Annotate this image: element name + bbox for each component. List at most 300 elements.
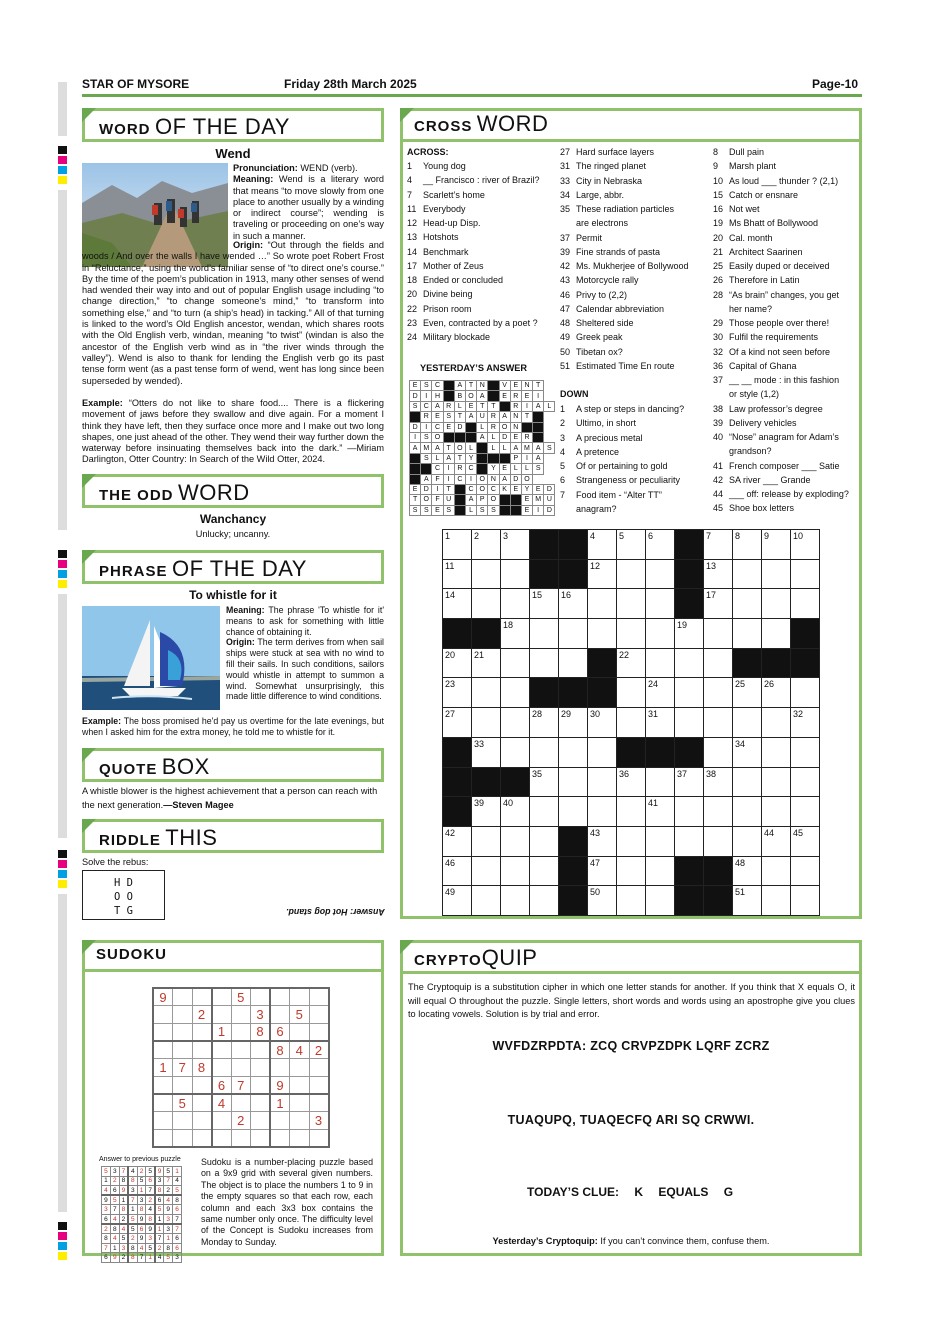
crossword-cell[interactable] — [646, 767, 675, 797]
crossword-cell[interactable] — [733, 589, 762, 619]
sudoku-cell[interactable] — [309, 1006, 329, 1024]
crossword-cell[interactable]: 50 — [588, 886, 617, 916]
crossword-cell[interactable] — [762, 797, 791, 827]
sudoku-cell[interactable] — [270, 988, 290, 1006]
crossword-cell[interactable]: 42 — [443, 826, 472, 856]
sudoku-cell[interactable] — [173, 1076, 193, 1094]
color-mark — [58, 560, 67, 568]
crossword-clue — [560, 473, 684, 487]
sudoku-cell[interactable] — [231, 1023, 251, 1041]
answer-cell: I — [521, 453, 532, 463]
crossword-cell[interactable] — [675, 678, 704, 708]
clue-number: 22 — [407, 303, 418, 314]
answer-cell — [533, 412, 544, 422]
sudoku-cell[interactable]: 6 — [270, 1023, 290, 1041]
sudoku-cell[interactable] — [290, 1130, 310, 1148]
sudoku-answer-cell: 6 — [102, 1214, 111, 1224]
sudoku-cell[interactable] — [309, 1059, 329, 1077]
crossword-cell[interactable]: 12 — [588, 559, 617, 589]
grid-row — [410, 484, 555, 494]
clue-text: __ __ mode : in this fashion — [729, 375, 840, 385]
crossword-cell[interactable] — [704, 619, 733, 649]
sudoku-cell[interactable]: 8 — [251, 1023, 271, 1041]
crossword-cell[interactable] — [646, 619, 675, 649]
crossword-cell[interactable] — [733, 619, 762, 649]
crossword-cell[interactable] — [559, 619, 588, 649]
answer-cell — [488, 381, 499, 391]
crossword-cell[interactable] — [617, 826, 646, 856]
crossword-cell[interactable] — [472, 678, 501, 708]
clue-number: 16 — [713, 204, 724, 214]
sudoku-cell[interactable] — [212, 1006, 232, 1024]
answer-cell: A — [533, 453, 544, 463]
answer-cell — [410, 412, 421, 422]
sudoku-cell[interactable] — [270, 1112, 290, 1130]
crossword-cell[interactable]: 10 — [791, 530, 820, 560]
sudoku-cell[interactable] — [231, 1041, 251, 1059]
crossword-cell[interactable]: 22 — [617, 648, 646, 678]
crossword-cell[interactable]: 26 — [762, 678, 791, 708]
clue-text: Dull pain — [729, 147, 765, 157]
sudoku-answer-cell: 8 — [119, 1205, 128, 1215]
sudoku-cell[interactable] — [212, 1130, 232, 1148]
answer-cell: D — [499, 432, 510, 442]
clue-number: 39 — [713, 417, 724, 428]
crossword-cell[interactable] — [762, 856, 791, 886]
sudoku-cell[interactable] — [192, 1130, 212, 1148]
crossword-cell[interactable]: 28 — [530, 708, 559, 738]
sudoku-cell[interactable] — [290, 1059, 310, 1077]
crossword-cell[interactable] — [472, 559, 501, 589]
crossword-cell[interactable] — [791, 737, 820, 767]
sudoku-cell[interactable] — [251, 1130, 271, 1148]
answer-cell: U — [443, 495, 454, 505]
sudoku-answer-cell: 9 — [155, 1167, 164, 1177]
sudoku-cell[interactable]: 2 — [309, 1041, 329, 1059]
crossword-cell[interactable] — [646, 856, 675, 886]
crossword-clue — [560, 302, 689, 316]
sudoku-cell[interactable]: 8 — [192, 1059, 212, 1077]
crossword-cell[interactable] — [617, 886, 646, 916]
sudoku-answer-cell: 1 — [173, 1167, 182, 1177]
crossword-cell[interactable] — [733, 559, 762, 589]
answer-cell: T — [465, 381, 476, 391]
sudoku-cell[interactable] — [153, 1130, 173, 1148]
sudoku-cell[interactable] — [309, 1023, 329, 1041]
sudoku-cell[interactable] — [309, 988, 329, 1006]
clue-text: Scarlett’s home — [423, 189, 485, 200]
answer-cell: D — [544, 484, 555, 494]
crossword-cell — [617, 737, 646, 767]
crossword-cell[interactable] — [646, 589, 675, 619]
crossword-cell[interactable]: 29 — [559, 708, 588, 738]
crossword-cell[interactable]: 45 — [791, 826, 820, 856]
sudoku-cell[interactable]: 7 — [173, 1059, 193, 1077]
sudoku-cell[interactable] — [309, 1094, 329, 1112]
sudoku-cell[interactable]: 9 — [153, 988, 173, 1006]
sudoku-cell[interactable]: 1 — [153, 1059, 173, 1077]
crossword-cell[interactable]: 19 — [675, 619, 704, 649]
sudoku-cell[interactable] — [192, 1023, 212, 1041]
clue-text: City in Nebraska — [576, 175, 643, 186]
crossword-cell[interactable]: 11 — [443, 559, 472, 589]
sudoku-cell[interactable] — [173, 1023, 193, 1041]
answer-cell: S — [410, 505, 421, 515]
sudoku-cell[interactable] — [212, 1041, 232, 1059]
crossword-cell[interactable] — [791, 797, 820, 827]
crossword-cell[interactable] — [791, 559, 820, 589]
crossword-cell[interactable] — [501, 886, 530, 916]
crossword-cell[interactable] — [646, 648, 675, 678]
sudoku-answer-cell: 6 — [110, 1186, 119, 1196]
crossword-cell[interactable]: 33 — [472, 737, 501, 767]
answer-cell — [477, 453, 488, 463]
crossword-cell[interactable]: 20 — [443, 648, 472, 678]
sudoku-cell[interactable] — [173, 1006, 193, 1024]
crossword-clue — [713, 174, 849, 188]
sudoku-cell[interactable]: 2 — [192, 1006, 212, 1024]
crossword-cell[interactable] — [733, 797, 762, 827]
crossword-cell[interactable] — [472, 826, 501, 856]
crossword-cell[interactable]: 8 — [733, 530, 762, 560]
crossword-cell[interactable] — [617, 856, 646, 886]
crossword-cell[interactable]: 39 — [472, 797, 501, 827]
sudoku-cell[interactable]: 1 — [212, 1023, 232, 1041]
sudoku-cell[interactable]: 3 — [309, 1112, 329, 1130]
sudoku-cell[interactable] — [192, 1076, 212, 1094]
crossword-cell[interactable] — [791, 886, 820, 916]
crossword-cell[interactable]: 24 — [646, 678, 675, 708]
sudoku-cell[interactable]: 4 — [212, 1094, 232, 1112]
crossword-cell[interactable] — [530, 797, 559, 827]
crossword-cell[interactable] — [733, 708, 762, 738]
crossword-cell[interactable]: 46 — [443, 856, 472, 886]
crossword-cell[interactable] — [762, 886, 791, 916]
answer-cell: E — [443, 422, 454, 432]
answer-cell: D — [510, 474, 521, 484]
answer-cell: O — [477, 474, 488, 484]
grid-row — [153, 988, 329, 1006]
crossword-cell[interactable] — [704, 737, 733, 767]
crossword-cell[interactable] — [559, 797, 588, 827]
crossword-cell[interactable]: 48 — [733, 856, 762, 886]
crossword-cell[interactable] — [762, 589, 791, 619]
crossword-cell[interactable] — [472, 708, 501, 738]
crossword-cell[interactable]: 13 — [704, 559, 733, 589]
answer-cell: T — [443, 484, 454, 494]
sudoku-cell[interactable]: 8 — [270, 1041, 290, 1059]
crossword-cell[interactable] — [617, 619, 646, 649]
sudoku-cell[interactable] — [153, 1112, 173, 1130]
sudoku-cell[interactable] — [231, 1059, 251, 1077]
sudoku-cell[interactable] — [251, 1094, 271, 1112]
crossword-cell[interactable] — [791, 767, 820, 797]
sudoku-cell[interactable] — [251, 1059, 271, 1077]
crossword-cell[interactable]: 3 — [501, 530, 530, 560]
crossword-cell[interactable] — [501, 708, 530, 738]
crossword-cell[interactable]: 14 — [443, 589, 472, 619]
sudoku-cell[interactable]: 2 — [231, 1112, 251, 1130]
clue-number: 48 — [560, 318, 571, 328]
answer-cell: R — [510, 391, 521, 401]
crossword-cell[interactable]: 43 — [588, 826, 617, 856]
sudoku-cell[interactable] — [251, 1112, 271, 1130]
sudoku-cell[interactable] — [192, 988, 212, 1006]
crossword-cell[interactable] — [704, 826, 733, 856]
crossword-cell[interactable] — [501, 589, 530, 619]
crossword-cell[interactable] — [617, 589, 646, 619]
sudoku-answer-cell: 4 — [155, 1253, 164, 1263]
sudoku-cell[interactable] — [212, 988, 232, 1006]
crossword-cell[interactable] — [588, 589, 617, 619]
crossword-clue — [713, 387, 849, 401]
sudoku-cell[interactable]: 5 — [173, 1094, 193, 1112]
sudoku-cell[interactable]: 9 — [270, 1076, 290, 1094]
sudoku-answer-cell: 5 — [137, 1176, 146, 1186]
crossword-cell[interactable] — [501, 826, 530, 856]
crossword-cell[interactable] — [617, 797, 646, 827]
sudoku-cell[interactable] — [270, 1006, 290, 1024]
answer-cell: E — [510, 432, 521, 442]
answer-cell — [499, 505, 510, 515]
crossword-cell[interactable] — [530, 826, 559, 856]
sudoku-cell[interactable] — [231, 1130, 251, 1148]
sudoku-cell[interactable] — [290, 1076, 310, 1094]
crossword-cell[interactable]: 1 — [443, 530, 472, 560]
crossword-cell[interactable] — [501, 648, 530, 678]
crossword-cell[interactable] — [588, 797, 617, 827]
crossword-cell[interactable] — [646, 826, 675, 856]
crossword-cell[interactable] — [472, 589, 501, 619]
grid-row — [410, 391, 555, 401]
crossword-cell[interactable] — [472, 886, 501, 916]
sudoku-cell[interactable] — [251, 1076, 271, 1094]
answer-cell: P — [510, 453, 521, 463]
answer-cell: E — [533, 484, 544, 494]
crossword-cell[interactable] — [646, 886, 675, 916]
crossword-cell[interactable] — [588, 619, 617, 649]
crossword-cell[interactable]: 2 — [472, 530, 501, 560]
clue-number: 23 — [407, 317, 418, 328]
crossword-cell[interactable]: 34 — [733, 737, 762, 767]
sudoku-cell[interactable] — [251, 1041, 271, 1059]
crossword-cell[interactable]: 16 — [559, 589, 588, 619]
crossword-clue — [560, 202, 689, 216]
sudoku-cell[interactable]: 4 — [290, 1041, 310, 1059]
crossword-cell[interactable]: 23 — [443, 678, 472, 708]
crossword-cell[interactable] — [501, 856, 530, 886]
crossword-cell[interactable]: 25 — [733, 678, 762, 708]
color-mark — [58, 850, 67, 858]
answer-cell: I — [533, 391, 544, 401]
sudoku-cell[interactable] — [290, 1094, 310, 1112]
crossword-cell[interactable]: 7 — [704, 530, 733, 560]
crossword-cell[interactable] — [704, 797, 733, 827]
crossword-cell[interactable] — [762, 708, 791, 738]
sudoku-cell[interactable] — [173, 1112, 193, 1130]
crossword-cell[interactable] — [646, 559, 675, 589]
answer-cell: R — [510, 401, 521, 411]
crossword-cell[interactable] — [588, 737, 617, 767]
crossword-cell[interactable] — [501, 559, 530, 589]
sudoku-cell[interactable] — [212, 1059, 232, 1077]
crossword-cell[interactable]: 36 — [617, 767, 646, 797]
odd-word-header — [82, 474, 384, 508]
sudoku-cell[interactable] — [173, 988, 193, 1006]
clue-text: Sheltered side — [576, 318, 634, 328]
sudoku-cell[interactable] — [192, 1112, 212, 1130]
grid-row — [153, 1130, 329, 1148]
crossword-cell — [443, 797, 472, 827]
crossword-cell[interactable] — [530, 856, 559, 886]
crossword-clue — [713, 259, 849, 273]
crossword-cell[interactable] — [530, 619, 559, 649]
crossword-cell[interactable] — [675, 708, 704, 738]
sudoku-cell[interactable] — [153, 1023, 173, 1041]
crossword-cell[interactable] — [559, 648, 588, 678]
sudoku-answer-cell: 8 — [164, 1243, 173, 1253]
sudoku-cell[interactable] — [153, 1041, 173, 1059]
sudoku-cell[interactable]: 6 — [212, 1076, 232, 1094]
crossword-cell[interactable]: 32 — [791, 708, 820, 738]
sudoku-cell[interactable]: 3 — [251, 1006, 271, 1024]
crossword-cell[interactable] — [762, 767, 791, 797]
crossword-cell[interactable] — [675, 826, 704, 856]
grid-row — [102, 1205, 182, 1215]
crossword-cell — [588, 648, 617, 678]
crossword-cell[interactable] — [530, 648, 559, 678]
color-mark — [58, 1252, 67, 1260]
clue-text: Permit — [576, 232, 603, 243]
crossword-cell[interactable] — [501, 678, 530, 708]
crossword-cell[interactable] — [472, 856, 501, 886]
crossword-cell[interactable] — [530, 737, 559, 767]
crossword-cell[interactable]: 30 — [588, 708, 617, 738]
crossword-cell[interactable]: 49 — [443, 886, 472, 916]
crossword-cell[interactable]: 5 — [617, 530, 646, 560]
crossword-clue — [713, 231, 849, 245]
answer-cell: T — [443, 443, 454, 453]
crossword-cell[interactable] — [675, 648, 704, 678]
sudoku-cell[interactable] — [192, 1094, 212, 1112]
answer-cell — [443, 391, 454, 401]
sudoku-cell[interactable] — [309, 1130, 329, 1148]
sudoku-cell[interactable]: 5 — [231, 988, 251, 1006]
sudoku-cell[interactable] — [153, 1094, 173, 1112]
crossword-cell[interactable] — [617, 559, 646, 589]
crossword-cell[interactable]: 37 — [675, 767, 704, 797]
crossword-cell — [675, 530, 704, 560]
crossword-clue — [560, 245, 689, 259]
crossword-cell[interactable]: 38 — [704, 767, 733, 797]
crossword-cell[interactable] — [617, 708, 646, 738]
sudoku-cell[interactable]: 7 — [231, 1076, 251, 1094]
sudoku-cell[interactable]: 1 — [270, 1094, 290, 1112]
sudoku-cell[interactable] — [290, 988, 310, 1006]
crossword-cell[interactable] — [675, 797, 704, 827]
crossword-cell[interactable]: 44 — [762, 826, 791, 856]
answer-cell: S — [421, 432, 432, 442]
crossword-cell[interactable] — [588, 767, 617, 797]
crossword-cell[interactable]: 15 — [530, 589, 559, 619]
crossword-cell[interactable]: 6 — [646, 530, 675, 560]
grid-row — [443, 767, 820, 797]
sudoku-cell[interactable] — [231, 1006, 251, 1024]
clue-number: 9 — [713, 161, 719, 172]
answer-cell: K — [499, 484, 510, 494]
crossword-cell[interactable] — [791, 589, 820, 619]
sudoku-cell[interactable] — [309, 1076, 329, 1094]
answer-cell: T — [454, 453, 465, 463]
sudoku-cell[interactable] — [290, 1112, 310, 1130]
crossword-cell[interactable]: 4 — [588, 530, 617, 560]
sudoku-cell[interactable]: 5 — [290, 1006, 310, 1024]
crossword-cell[interactable] — [733, 826, 762, 856]
crossword-cell[interactable] — [501, 737, 530, 767]
crossword-cell[interactable] — [762, 737, 791, 767]
crossword-clue — [713, 273, 849, 287]
crossword-cell[interactable]: 18 — [501, 619, 530, 649]
sudoku-cell[interactable] — [270, 1059, 290, 1077]
crossword-cell[interactable]: 47 — [588, 856, 617, 886]
grid-row — [102, 1167, 182, 1177]
sudoku-cell[interactable] — [153, 1006, 173, 1024]
crossword-cell[interactable] — [791, 856, 820, 886]
crossword-cell[interactable]: 9 — [762, 530, 791, 560]
yesterday-cryptoquip — [400, 1236, 862, 1246]
crossword-cell[interactable]: 40 — [501, 797, 530, 827]
crossword-cell[interactable]: 41 — [646, 797, 675, 827]
crossword-cell[interactable] — [559, 737, 588, 767]
crossword-cell[interactable] — [791, 678, 820, 708]
crossword-cell[interactable] — [704, 708, 733, 738]
crossword-cell[interactable] — [704, 648, 733, 678]
crossword-cell[interactable] — [617, 678, 646, 708]
clue-text: French composer ___ Satie — [729, 460, 840, 471]
crossword-cell — [559, 856, 588, 886]
crossword-cell[interactable] — [762, 619, 791, 649]
crossword-cell[interactable] — [559, 767, 588, 797]
sudoku-cell[interactable] — [231, 1094, 251, 1112]
sudoku-cell[interactable] — [173, 1041, 193, 1059]
cryptoquip-line2: TUAQUPQ, TUAQECFQ ARI SQ CRWWI. — [507, 1113, 755, 1127]
sudoku-cell[interactable] — [290, 1023, 310, 1041]
sudoku-cell[interactable] — [192, 1041, 212, 1059]
sudoku-cell[interactable] — [153, 1076, 173, 1094]
crossword-cell[interactable]: 17 — [704, 589, 733, 619]
answer-cell: L — [488, 432, 499, 442]
crossword-cell[interactable]: 35 — [530, 767, 559, 797]
crossword-cell[interactable]: 31 — [646, 708, 675, 738]
grid-row — [102, 1243, 182, 1253]
crossword-cell[interactable]: 27 — [443, 708, 472, 738]
sudoku-cell[interactable] — [270, 1130, 290, 1148]
crossword-cell[interactable] — [762, 559, 791, 589]
crossword-clue — [407, 302, 540, 316]
sudoku-cell[interactable] — [173, 1130, 193, 1148]
crossword-cell[interactable] — [530, 886, 559, 916]
crossword-cell[interactable]: 21 — [472, 648, 501, 678]
clue-text: __ Francisco : river of Brazil? — [423, 175, 540, 186]
crossword-cell[interactable] — [704, 678, 733, 708]
crossword-cell — [588, 678, 617, 708]
sudoku-cell[interactable] — [212, 1112, 232, 1130]
crossword-cell[interactable] — [733, 767, 762, 797]
sudoku-answer-cell: 2 — [119, 1214, 128, 1224]
clue-text: Delivery vehicles — [729, 417, 797, 428]
crossword-cell[interactable]: 51 — [733, 886, 762, 916]
sudoku-cell[interactable] — [251, 988, 271, 1006]
